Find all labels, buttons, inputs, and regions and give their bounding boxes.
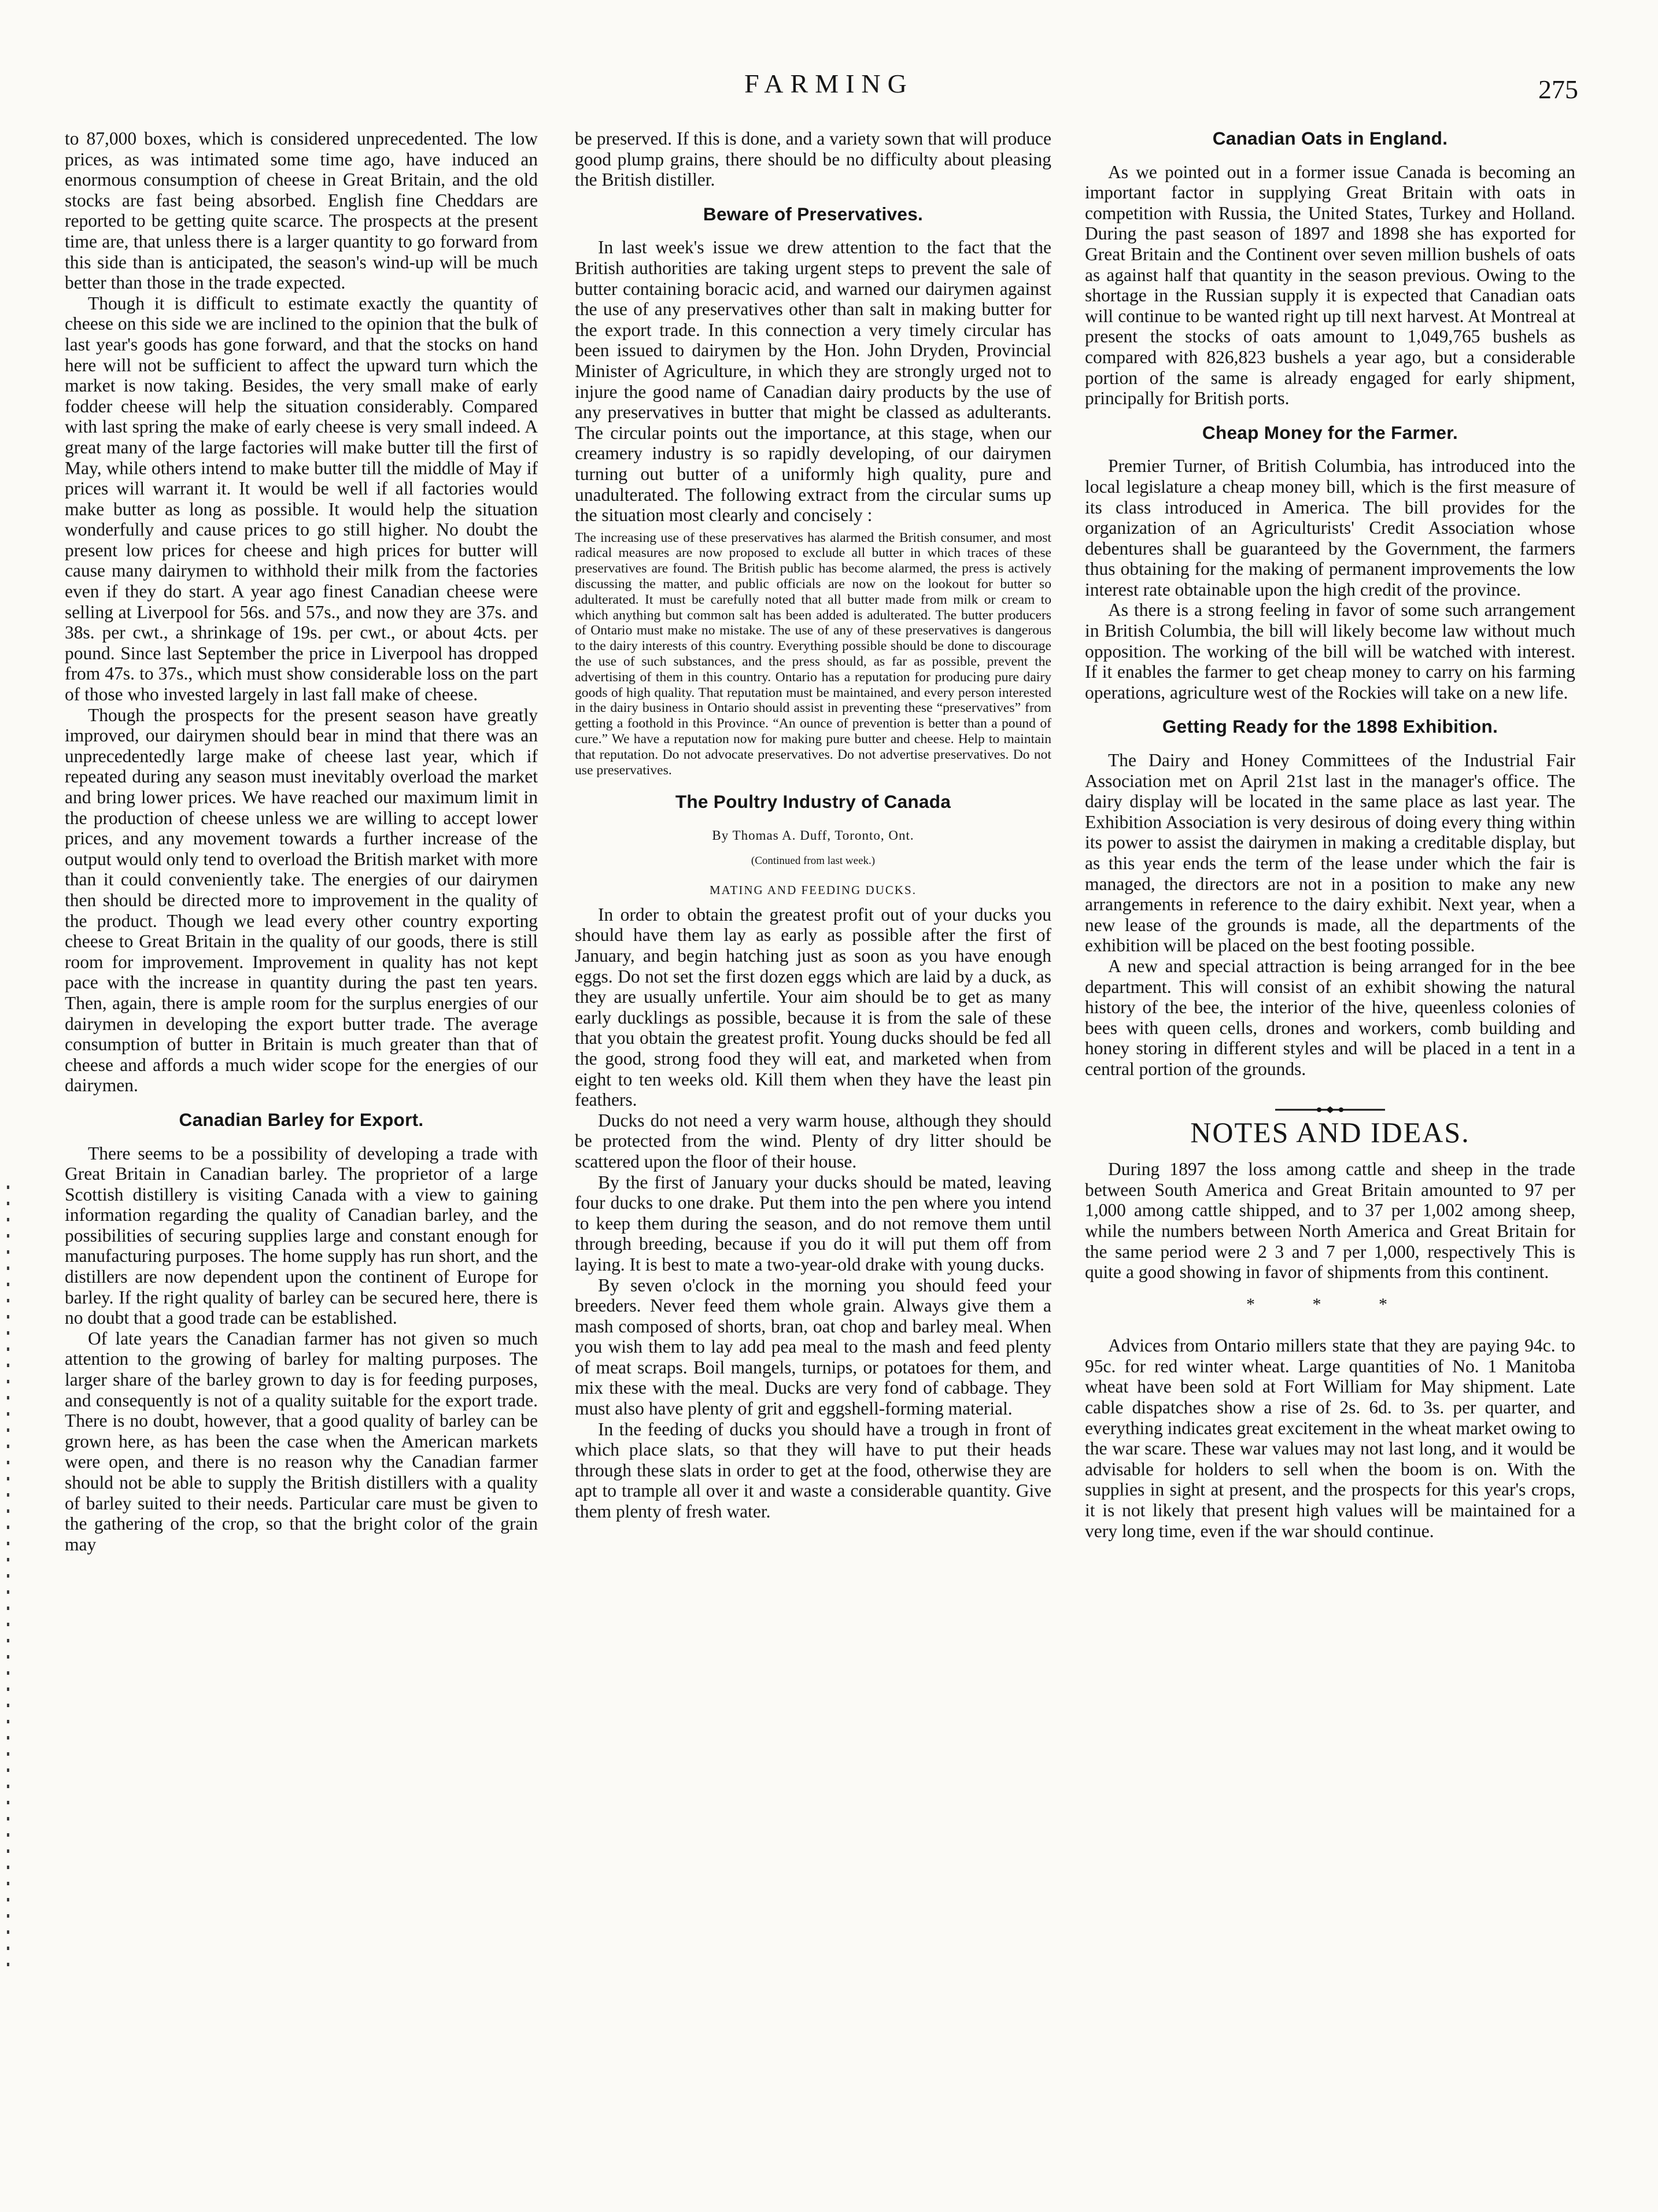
column-3 (1085, 128, 1575, 1541)
oats-heading: Canadian Oats in England. (1212, 128, 1448, 149)
poultry-subhead: MATING AND FEEDING DUCKS. (709, 883, 917, 898)
poultry-paragraph-5: In the feeding of ducks you should have a trough in front of which place slats, so that they will have to put their heads through these slats in order to get at the food, otherwise they are apt to trample all over it and waste a considerable quantity. Give them plenty of fresh water. (575, 1419, 1051, 1522)
preservatives-paragraph: In last week's issue we drew attention to the fact that the British authorities are taking urgent steps to prevent the sale of butter containing boracic acid, and warned our dairymen against the use of any preservatives other than salt in making butter for the export trade. In this connection a very timely circular has been issued to dairymen by the Hon. John Dryden, Provincial Minister of Agriculture, in which they are strongly urged not to injure the good name of Canadian dairy products by the use of any preservatives in butter that might be classed as adulterants. The circular points out the importance, at this stage, when our creamery industry is so rapidly developing, of our dairymen turning out butter of a uniformly high quality, pure and unadulterated. The following extract from the circular sums up the situation most clearly and concisely : (575, 237, 1051, 526)
section-divider-ornament (1085, 1099, 1575, 1111)
asterism-divider: * * * (1246, 1294, 1414, 1314)
running-head: FARMING (744, 69, 914, 98)
notes-paragraph-2: Advices from Ontario millers state that they are paying 94c. to 95c. for red winter wheat. Large quantities of No. 1 Manitoba wheat have been sold at Fort William for May shipment. Late cable dispatches show a rise of 2s. 6d. to 3s. per quarter, and everything indicates great excitement in the wheat market owing to the war scare. These war values may not last long, and it would be advisable for holders to sell when the boom is on. With the supplies in sight at present, and the prospects for this year's crops, it is not likely that present high values will be maintained for a very long time, even if the war should continue. (1085, 1335, 1575, 1541)
poultry-paragraph-3: By the first of January your ducks should be mated, leaving four ducks to one drake. Put them into the pen where you intend to keep them during the season, and do not remove them until through breeding, because if you do it will put them off from laying. It is best to mate a two-year-old drake with young ducks. (575, 1172, 1051, 1275)
exhibition-heading: Getting Ready for the 1898 Exhibition. (1162, 716, 1498, 737)
oats-paragraph: As we pointed out in a former issue Canada is becoming an important factor in supplying Great Britain with oats in competition with Russia, the United States, Turkey and Holland. During the past season of 1897 and 1898 she has exported for Great Britain and the Continent over seven million bushels of oats as against half that quantity in the season previous. Owing to the shortage in the Russian supply it is expected that Canadian oats will continue to be wanted right up till next harvest. At Montreal at present the stocks of oats amount to 1,049,765 bushels as compared with 826,823 bushels a year ago, but a considerable portion of the same is already engaged for early shipment, principally for British ports. (1085, 161, 1575, 409)
notes-and-ideas-heading: NOTES AND IDEAS. (1190, 1116, 1470, 1149)
poultry-paragraph-1: In order to obtain the greatest profit out of your ducks you should have them lay as early as possible after the first of January, and begin hatching just as soon as you have enough eggs. Do not set the first dozen eggs which are laid by a duck, as they are usually unfertile. Your aim should be to get as many early ducklings as possible, because it is from the sale of these that you obtain the greatest profit. Young ducks should be fed all the good, strong food they will eat, and marketed when from eight to ten weeks old. Kill them when they have the least pin feathers. (575, 904, 1051, 1110)
cheese-paragraph-2: Though it is difficult to estimate exactly the quantity of cheese on this side we are inclined to the opinion that the bulk of last year's goods has gone forward, and that the stocks on hand here will not be sufficient to affect the upward turn which the market is now taking. Besides, the very small make of early fodder cheese will help the situation considerably. Compared with last spring the make of early cheese is very small indeed. A great many of the large factories will make butter till the first of May, while others intend to make butter till the middle of May if prices will warrant it. It would be well if all factories would make butter as long as possible. It would help the situation wonderfully and cause prices to go still higher. No doubt the present low prices for cheese and high prices for butter will cause many dairymen to withhold their milk from the factories even if they do start. A year ago finest Canadian cheese were selling at Liverpool for 56s. and 57s., and now they are 37s. and 38s. per cwt., a shrinkage of 19s. per cwt., or about 4cts. per pound. Since last September the price in Liverpool has dropped from 47s. to 37s., which must show considerable loss on the part of those who invested largely in last fall make of cheese. (65, 293, 538, 705)
cheap-money-paragraph-1: Premier Turner, of British Columbia, has introduced into the local legislature a cheap money bill, which is the first measure of its class introduced in America. The bill provides for the organization of an Agriculturists' Credit Association whose debentures shall be guaranteed by the Government, the farmers thus obtaining for the making of permanent improvements the low interest rate obtainable upon the high credit of the province. (1085, 456, 1575, 600)
divider-rule-icon (1275, 1104, 1385, 1116)
page-number: 275 (1538, 75, 1578, 104)
binding-edge-marks (0, 0, 23, 2212)
cheese-paragraph-3: Though the prospects for the present season have greatly improved, our dairymen should bear in mind that there was an unprecedentedly large make of cheese last year, which if repeated during any season must inevitably overload the market and bring lower prices. We have reached our maximum limit in the production of cheese unless we are willing to accept lower prices, and any movement towards a further increase of the output would only tend to overload the British market with more than it could conveniently take. The energies of our dairymen then should be directed more to improvement in the quality of the product. Though we lead every other country exporting cheese to Great Britain in the quality of our goods, there is still room for improvement. Improvement in quality has not kept pace with the increase in quantity during the past ten years. Then, again, there is ample room for the surplus energies of our dairymen in developing the export butter trade. The average consumption of butter in Britain is much greater than that of cheese and affords a much wider scope for the energies of our dairymen. (65, 704, 538, 1096)
poultry-paragraph-2: Ducks do not need a very warm house, although they should be protected from the wind. Plenty of dry litter should be scattered upon the floor of their house. (575, 1110, 1051, 1172)
cheap-money-heading: Cheap Money for the Farmer. (1202, 422, 1458, 443)
circular-extract-text: The increasing use of these preservatives has alarmed the British consumer, and most radical measures are now proposed to exclude all butter in which traces of these preservatives are found. The British public has become alarmed, the press is actively discussing the matter, and public officials are now on the lookout for butter so adulterated. It must be carefully noted that all butter made from milk or cream to which anything but common salt has been added is adulterated. The butter producers of Ontario must make no mistake. The use of any of these preservatives is dangerous to the dairy interests of this country. Everything possible should be done to discourage the use of such substances, and the press should, as far as possible, prevent the advertising of them in this country. Ontario has a reputation for producing pure dairy goods of high quality. That reputation must be maintained, and every person interested in the dairy business in Ontario should assist in preventing these “preservatives” from getting a foothold in this Province. “An ounce of prevention is better than a pound of cure.” We have a reputation now for making pure butter and cheese. Help to maintain that reputation. Do not advocate preservatives. Do not advertise preservatives. Do not use preservatives. (575, 530, 1051, 778)
poultry-heading: The Poultry Industry of Canada (675, 791, 951, 813)
cheap-money-paragraph-2: As there is a strong feeling in favor of some such arrangement in British Columbia, the bill will likely become law without much opposition. The working of the bill will be watched with interest. If it enables the farmer to get cheap money to carry on his farming operations, agriculture west of the Rockies will take on a new life. (1085, 600, 1575, 703)
barley-paragraph-1: There seems to be a possibility of developing a trade with Great Britain in Canadian barley. The proprietor of a large Scottish distillery is visiting Canada with a view to gaining information regarding the quality of Canadian barley, and the possibilities of securing supplies large and constant enough for manufacturing purposes. The home supply has run short, and the distillers are now dependent upon the continent of Europe for barley. If the right quality of barley can be secured here, there is no doubt that a good trade can be established. (65, 1143, 538, 1328)
barley-heading: Canadian Barley for Export. (179, 1109, 424, 1130)
column-1 (65, 128, 538, 1554)
column-2 (575, 128, 1051, 1522)
poultry-paragraph-4: By seven o'clock in the morning you should feed your breeders. Never feed them whole grain. Always give them a mash composed of shorts, bran, oat chop and barley meal. When you wish them to lay add pea meal to the mash and feed plenty of meat scraps. Boil mangels, turnips, or potatoes for them, and mix these with the meal. Ducks are very fond of cabbage. They must also have plenty of grit and eggshell-forming material. (575, 1275, 1051, 1419)
circular-extract (575, 530, 1051, 778)
poultry-continued-note: (Continued from last week.) (751, 854, 876, 867)
exhibition-paragraph-1: The Dairy and Honey Committees of the Industrial Fair Association met on April 21st last in the manager's office. The dairy display will be located in the same place as last year. The Exhibition Association is very desirous of doing every thing within its power to assist the dairymen in making a creditable display, but as this year ends the term of the lease under which the fair is managed, the directors are not in a position to make any new arrangements in reference to the dairy exhibit. Next year, when a new lease of the grounds is made, all the departments of the exhibition will be placed on the best footing possible. (1085, 750, 1575, 956)
cheese-paragraph-1: to 87,000 boxes, which is considered unprecedented. The low prices, as was intimated some time ago, have induced an enormous consumption of cheese in Great Britain, and the old stocks are fast being absorbed. English fine Cheddars are reported to be getting quite scarce. The prospects at the present time are, that unless there is a larger quantity to go forward from this side than is anticipated, the season's wind-up will be much better than those in the trade expected. (65, 128, 538, 293)
poultry-byline: By Thomas A. Duff, Toronto, Ont. (712, 828, 914, 843)
exhibition-paragraph-2: A new and special attraction is being arranged for in the bee department. This will consist of an exhibit showing the natural history of the bee, the interior of the hive, queenless colonies of bees with queen cells, drones and workers, comb building and honey storing in different styles and will be placed in a tent in a central portion of the grounds. (1085, 955, 1575, 1079)
barley-paragraph-2: Of late years the Canadian farmer has not given so much attention to the growing of barley for malting purposes. The larger share of the barley grown to day is for feeding purposes, and consequently is not of a quality suitable for the export trade. There is no doubt, however, that a good quality of barley can be grown here, as has been the case when the American markets were open, and there is no reason why the Canadian farmer should not be able to supply the British distillers with a quality of barley suited to their needs. Particular care must be given to the gathering of the crop, so that the bright color of the grain may (65, 1328, 538, 1554)
preservatives-heading: Beware of Preservatives. (703, 203, 924, 224)
notes-paragraph-1: During 1897 the loss among cattle and sheep in the trade between South America and Great Britain amounted to 97 per 1,000 among cattle shipped, and to 37 per 1,002 among sheep, while the numbers between North America and Great Britain for the same period were 2 3 and 7 per 1,000, respectively This is quite a good showing in favor of shipments from this continent. (1085, 1159, 1575, 1283)
barley-continued-paragraph: be preserved. If this is done, and a variety sown that will produce good plump grains, there should be no difficulty about pleasing the British distiller. (575, 128, 1051, 190)
